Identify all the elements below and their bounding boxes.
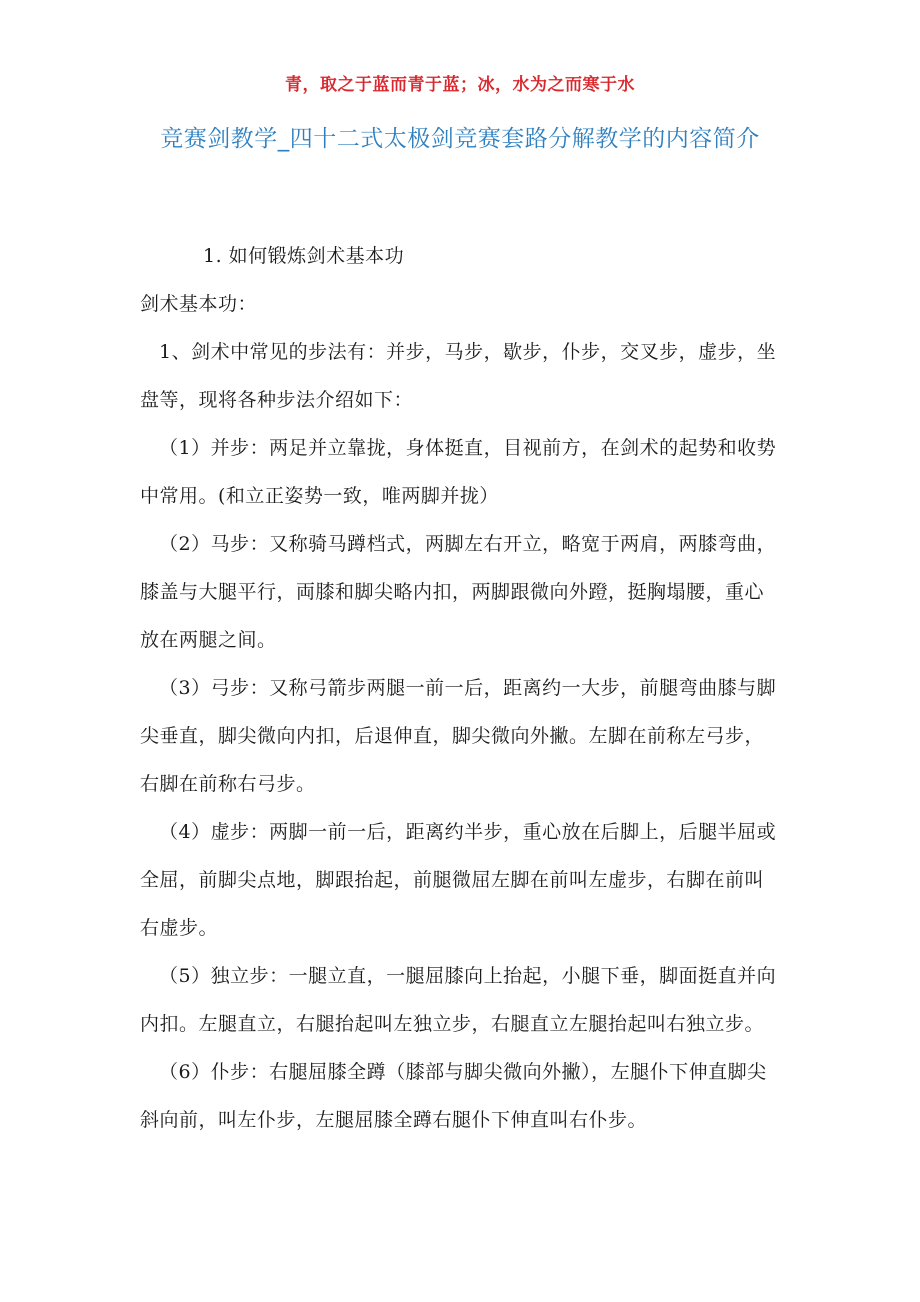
- document-body: [140, 232, 780, 1144]
- list-item-steps: 1、剑术中常见的步法有：并步，马步，歇步，仆步，交叉步，虚步，坐盘等，现将各种步法介绍如下：: [140, 341, 777, 411]
- header-motto: 青，取之于蓝而青于蓝；冰，水为之而寒于水: [285, 75, 635, 95]
- paragraph-xubu: （4）虚步：两脚一前一后，距离约半步，重心放在后脚上，后腿半屈或全屈，前脚尖点地，脚跟抬起，前腿微屈左脚在前叫左虚步，右脚在前叫右虚步。: [140, 821, 777, 939]
- numbered-heading: 1. 如何锻炼剑术基本功: [203, 245, 405, 267]
- paragraph-mabu: （2）马步：又称骑马蹲档式，两脚左右开立，略宽于两肩，两膝弯曲，膝盖与大腿平行，両膝和脚尖略内扣，两脚跟微向外蹬，挺胸塌腰，重心放在两腿之间。: [140, 533, 777, 651]
- section-label: 剑术基本功：: [140, 293, 258, 315]
- paragraph-pubu: （6）仆步：右腿屈膝全蹲（膝部与脚尖微向外撇），左腿仆下伸直脚尖斜向前，叫左仆步，左腿屈膝全蹲右腿仆下伸直叫右仆步。: [140, 1061, 767, 1131]
- paragraph-bingbu: （1）并步：两足并立靠拢，身体挺直，目视前方，在剑术的起势和收势中常用。(和立正姿势一致，唯两脚并拢）: [140, 437, 777, 507]
- document-title: 竞赛剑教学_四十二式太极剑竞赛套路分解教学的内容简介: [160, 126, 760, 152]
- paragraph-dulibu: （5）独立步：一腿立直，一腿屈膝向上抬起，小腿下垂，脚面挺直并向内扣。左腿直立，右腿抬起叫左独立步，右腿直立左腿抬起叫右独立步。: [140, 965, 777, 1035]
- paragraph-gongbu: （3）弓步：又称弓箭步两腿一前一后，距离约一大步，前腿弯曲膝与脚尖垂直，脚尖微向内扣，后退伸直，脚尖微向外撇。左脚在前称左弓步，右脚在前称右弓步。: [140, 677, 777, 795]
